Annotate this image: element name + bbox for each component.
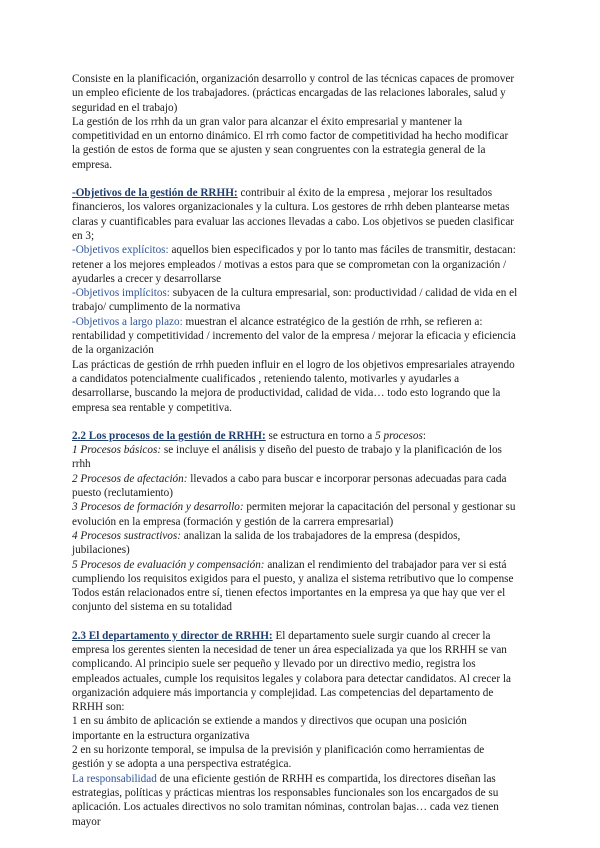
proceso-item xyxy=(72,529,518,558)
objetivo-label: -Objetivos a largo plazo: xyxy=(72,315,183,328)
objetivo-item xyxy=(72,315,518,358)
objetivo-text: aquellos bien especificados y por lo tanto mas fáciles de transmitir, destacan: retener a los mejores empleados / motivas a estos para que se comprometan con la organización / ayudarles a crecer y desarrollarse xyxy=(72,244,516,285)
departamento-paragraph xyxy=(72,629,518,715)
section-heading-objetivos: -Objetivos de la gestión de RRHH: xyxy=(72,187,238,200)
responsabilidad-paragraph xyxy=(72,772,518,829)
proceso-text: analizan la salida de los trabajadores de la empresa (despidos, jubilaciones) xyxy=(72,529,461,557)
proceso-item xyxy=(72,472,518,501)
objetivo-item xyxy=(72,286,518,315)
proceso-item xyxy=(72,443,518,472)
proceso-item xyxy=(72,500,518,529)
procesos-text-end: : xyxy=(422,429,426,442)
proceso-item xyxy=(72,558,518,587)
procesos-closing: Todos están relacionados entre sí, tienen efectos importantes en la empresa ya que hay que ver el conjunto del sistema en su totalidad xyxy=(72,587,506,614)
procesos-emph: 5 procesos xyxy=(375,429,423,442)
intro-paragraph: Consiste en la planificación, organización desarrollo y control de las técnicas capaces de promover un empleo eficiente de los trabajadores. (prácticas encargadas de las relaciones laborales, salud y seguridad en el trabajo) xyxy=(72,73,515,114)
proceso-text: permiten mejorar la capacitación del personal y gestionar su evolución en la empresa (formación y gestión de la carrera empresarial) xyxy=(72,501,516,528)
proceso-label: 4 Procesos sustractivos: xyxy=(72,529,181,542)
procesos-paragraph xyxy=(72,429,518,443)
document-page xyxy=(72,72,518,829)
proceso-label: 1 Procesos básicos: xyxy=(72,444,162,457)
section-heading-procesos: 2.2 Los procesos de la gestión de RRHH: xyxy=(72,429,266,442)
objetivo-text: muestran el alcance estratégico de la gestión de rrhh, se refieren a: rentabilidad y competitividad / incremento del valor de la empresa / mejorar la eficacia y eficiencia de la organización xyxy=(72,315,516,357)
proceso-text: analizan el rendimiento del trabajador para ver si está cumpliendo los requisitos exigidos para el puesto, y analiza el sistema retributivo que lo compense xyxy=(72,558,514,585)
proceso-label: 5 Procesos de evaluación y compensación: xyxy=(72,558,265,571)
objetivo-text: subyacen de la cultura empresarial, son: productividad / calidad de vida en el trabajo/ cumplimento de la normativa xyxy=(72,287,518,314)
intro-paragraph: La gestión de los rrhh da un gran valor para alcanzar el éxito empresarial y mantener la competitividad en un entorno dinámico. El rrh como factor de competitividad ha hecho modificar la gestión de estos de forma que se ajusten y sean congruentes con la estrategia general de la empresa. xyxy=(72,115,509,171)
procesos-text: se estructura en torno a xyxy=(265,429,376,442)
departamento-text: El departamento suele surgir cuando al crecer la empresa los gerentes sienten la necesidad de tener un área especializada ya que los RRHH se van complicando. Al principio suele ser pequeño y llevado por un directivo medio, registra los empleados actuales, cumple los requisitos legales y colabora para detectar candidatos. Al crecer la organización adquiere más importancia y complejidad. Las competencias del departamento de RRHH son: xyxy=(72,629,511,714)
spacer xyxy=(72,615,518,629)
objetivos-closing: Las prácticas de gestión de rrhh pueden influir en el logro de los objetivos empresariales atrayendo a candidatos potencialmente cualificados , reteniendo talento, motivarles y ayudarles a desarrollarse, buscando la mejora de productividad, calidad de vida… todo esto logrando que la empresa sea rentable y competitiva. xyxy=(72,358,515,414)
proceso-text: llevados a cabo para buscar e incorporar personas adecuadas para cada puesto (reclutamiento) xyxy=(72,472,507,500)
objetivo-label: -Objetivos explícitos: xyxy=(72,244,169,257)
proceso-label: 3 Procesos de formación y desarrollo: xyxy=(72,501,244,514)
objetivos-paragraph xyxy=(72,186,518,243)
proceso-label: 2 Procesos de afectación: xyxy=(72,472,188,485)
objetivo-item xyxy=(72,243,518,286)
responsabilidad-label: La responsabilidad xyxy=(72,772,157,785)
section-heading-departamento: 2.3 El departamento y director de RRHH: xyxy=(72,629,273,642)
objetivo-label: -Objetivos implícitos: xyxy=(72,287,170,300)
objetivos-text: contribuir al éxito de la empresa , mejorar los resultados financieros, los valores organizacionales y la cultura. Los gestores de rrhh deben plantearse metas claras y cuantificables para evaluar las acciones llevadas a cabo. Los objetivos se pueden clasificar en 3; xyxy=(72,187,515,242)
proceso-text: se incluye el análisis y diseño del puesto de trabajo y la planificación de los rrhh xyxy=(72,444,502,471)
competencia-item: 1 en su ámbito de aplicación se extiende a mandos y directivos que ocupan una posición importante en la estructura organizativa xyxy=(72,715,467,742)
spacer xyxy=(72,172,518,186)
spacer xyxy=(72,415,518,429)
responsabilidad-text: de una eficiente gestión de RRHH es compartida, los directores diseñan las estrategias, políticas y prácticas mientras los responsables funcionales son los encargados de su aplicación. Los actuales directivos no solo tramitan nóminas, controlan bajas… cada vez tienen mayor xyxy=(72,772,499,828)
competencia-item: 2 en su horizonte temporal, se impulsa de la previsión y planificación como herramientas de gestión y se adopta a una perspectiva estratégica. xyxy=(72,744,485,771)
